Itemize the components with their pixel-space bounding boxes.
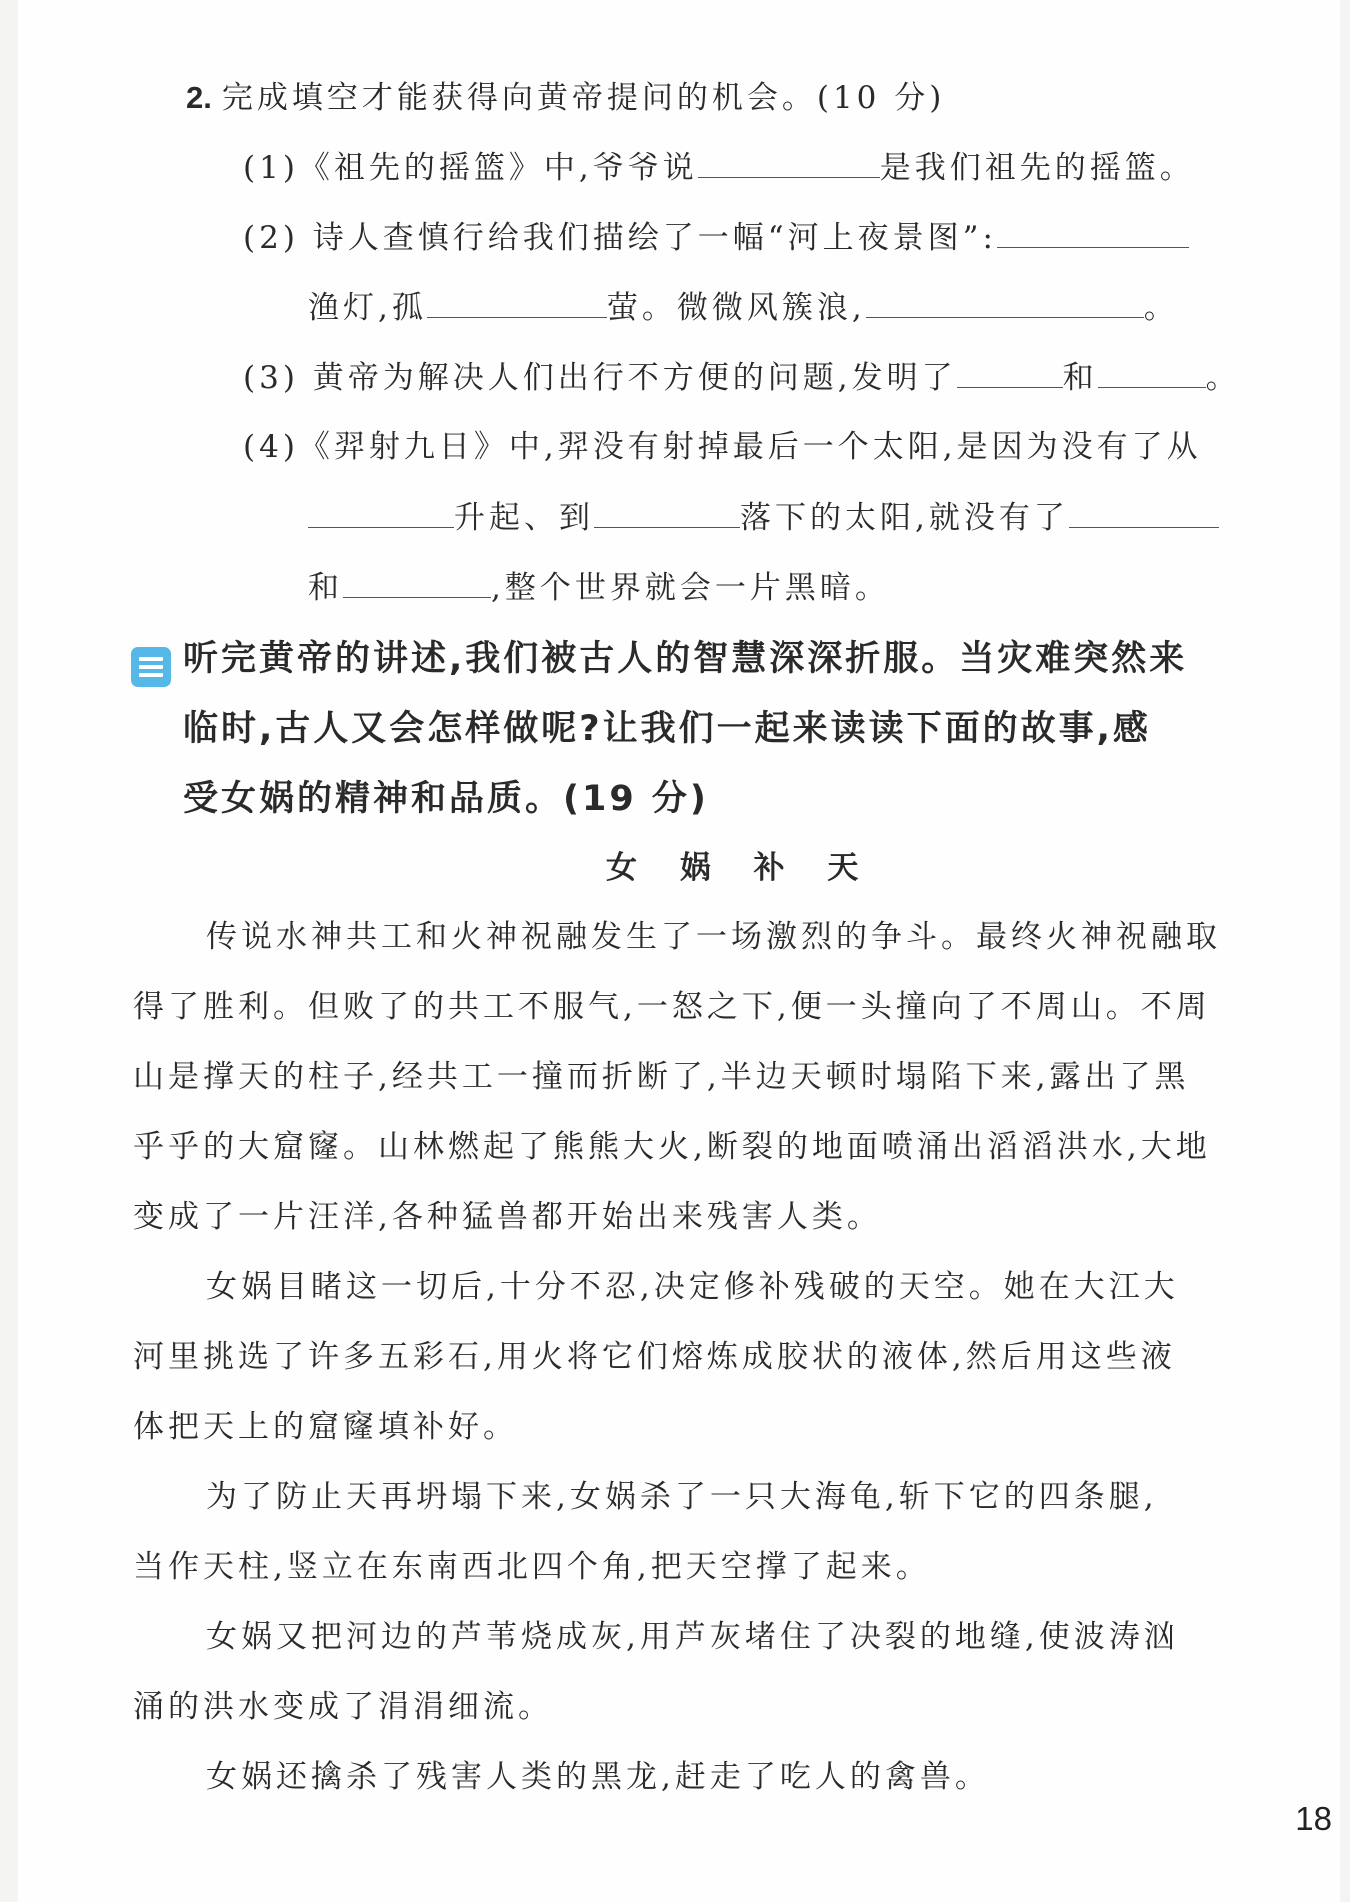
question-2-prompt: 完成填空才能获得向黄帝提问的机会。(10 分) <box>221 80 946 116</box>
item-2-text-b: 渔灯,孤 <box>308 290 427 326</box>
story-line: 得了胜利。但败了的共工不服气,一怒之下,便一头撞向了不周山。不周 <box>133 989 1211 1025</box>
question-2-item-4-line-2 <box>308 497 1219 538</box>
story-title: 女 娲 补 天 <box>606 850 875 886</box>
answer-blank[interactable] <box>308 497 454 528</box>
answer-blank[interactable] <box>866 287 1144 318</box>
answer-blank[interactable] <box>594 497 740 528</box>
story-line: 传说水神共工和火神祝融发生了一场激烈的争斗。最终火神祝融取 <box>206 919 1221 955</box>
story-line: 体把天上的窟窿填补好。 <box>133 1409 518 1445</box>
item-3-text-c: 。 <box>1205 360 1241 396</box>
item-1-text-b: 是我们祖先的摇篮。 <box>879 150 1195 186</box>
answer-blank[interactable] <box>698 147 880 178</box>
item-1-text-a: (1)《祖先的摇篮》中,爷爷说 <box>243 150 698 186</box>
item-4-text-b: 升起、到 <box>454 500 594 536</box>
question-number: 2. <box>186 80 212 115</box>
story-line: 变成了一片汪洋,各种猛兽都开始出来残害人类。 <box>133 1199 882 1235</box>
question-2-heading <box>186 78 945 118</box>
question-2-item-4-line-3 <box>308 567 890 608</box>
story-line: 涌的洪水变成了涓涓细流。 <box>133 1689 553 1725</box>
story-line: 女娲又把河边的芦苇烧成灰,用芦灰堵住了决裂的地缝,使波涛汹 <box>206 1619 1179 1655</box>
story-line: 女娲还擒杀了残害人类的黑龙,赶走了吃人的禽兽。 <box>206 1759 990 1795</box>
page-number: 18 <box>1295 1800 1332 1837</box>
item-4-text-d: 和 <box>308 570 343 606</box>
story-line: 山是撑天的柱子,经共工一撞而折断了,半边天顿时塌陷下来,露出了黑 <box>133 1059 1190 1095</box>
question-2-item-1 <box>243 147 1195 188</box>
story-line: 女娲目睹这一切后,十分不忍,决定修补残破的天空。她在大江大 <box>206 1269 1179 1305</box>
story-line: 当作天柱,竖立在东南西北四个角,把天空撑了起来。 <box>133 1549 931 1585</box>
section-3-line-3: 受女娲的精神和品质。(19 分) <box>183 779 709 819</box>
item-2-text-a: (2) 诗人查慎行给我们描绘了一幅“河上夜景图”: <box>243 220 997 256</box>
section-three-icon <box>131 647 171 687</box>
item-2-text-d: 。 <box>1143 290 1179 326</box>
answer-blank[interactable] <box>427 287 607 318</box>
answer-blank[interactable] <box>997 217 1189 248</box>
question-2-item-2-line-2 <box>308 287 1179 328</box>
worksheet-page <box>18 0 1340 1902</box>
answer-blank[interactable] <box>957 357 1063 388</box>
answer-blank[interactable] <box>343 567 491 598</box>
question-2-item-3 <box>243 357 1241 398</box>
item-4-text-e: ,整个世界就会一片黑暗。 <box>491 570 890 606</box>
answer-blank[interactable] <box>1098 357 1206 388</box>
question-2-item-2-line-1 <box>243 217 1189 258</box>
item-3-text-a: (3) 黄帝为解决人们出行不方便的问题,发明了 <box>243 360 957 396</box>
story-line: 河里挑选了许多五彩石,用火将它们熔炼成胶状的液体,然后用这些液 <box>133 1339 1176 1375</box>
section-3-line-2: 临时,古人又会怎样做呢?让我们一起来读读下面的故事,感 <box>183 709 1151 749</box>
section-3-line-1: 听完黄帝的讲述,我们被古人的智慧深深折服。当灾难突然来 <box>183 639 1188 679</box>
item-2-text-c: 萤。微微风簇浪, <box>606 290 866 326</box>
item-4-text-a: (4)《羿射九日》中,羿没有射掉最后一个太阳,是因为没有了从 <box>243 429 1202 465</box>
story-line: 乎乎的大窟窿。山林燃起了熊熊大火,断裂的地面喷涌出滔滔洪水,大地 <box>133 1129 1211 1165</box>
item-3-text-b: 和 <box>1062 360 1098 396</box>
item-4-text-c: 落下的太阳,就没有了 <box>740 500 1069 536</box>
question-2-item-4-line-1 <box>243 427 1202 467</box>
answer-blank[interactable] <box>1069 497 1219 528</box>
story-line: 为了防止天再坍塌下来,女娲杀了一只大海龟,斩下它的四条腿, <box>206 1479 1158 1515</box>
